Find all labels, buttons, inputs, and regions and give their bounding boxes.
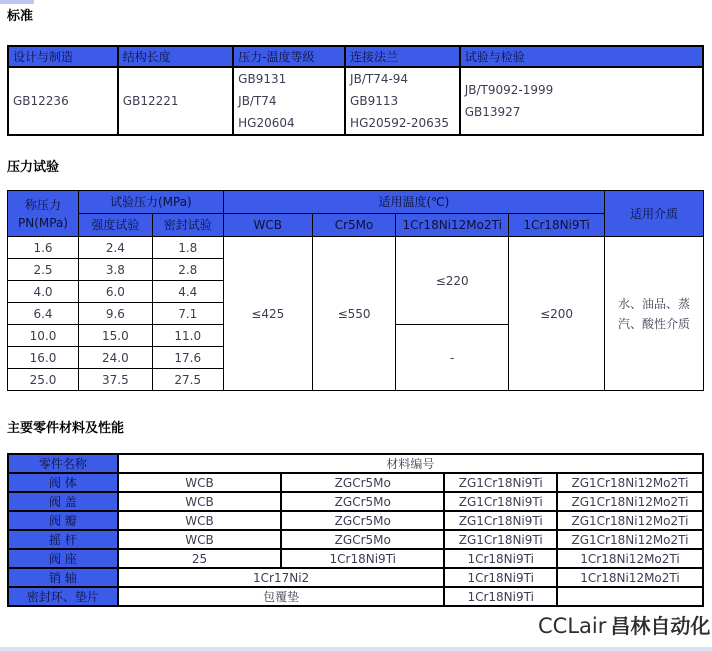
col-header-length: 结构长度	[118, 46, 233, 67]
data-cell: 25	[118, 549, 281, 568]
col-header-flange: 连接法兰	[345, 46, 460, 67]
data-cell: GB12221	[118, 67, 233, 135]
data-cell: ZG1Cr18Ni12Mo2Ti	[557, 511, 703, 530]
data-cell	[557, 587, 703, 606]
data-cell: 1Cr18Ni12Mo2Ti	[557, 568, 703, 587]
watermark-cn-text: 昌林自动化	[610, 614, 711, 638]
data-cell: ZGCr5Mo	[281, 473, 444, 492]
data-cell: 27.5	[152, 369, 223, 391]
applicable-medium-cell: 水、油品、蒸汽、酸性介质	[605, 237, 704, 391]
col-header-design: 设计与制造	[8, 46, 118, 67]
data-cell-merged: 1Cr17Ni2	[118, 568, 445, 587]
col-header-nominal-pressure: 称压力 PN(MPa)	[8, 191, 79, 237]
data-cell: 1Cr18Ni9Ti	[444, 587, 557, 606]
col-header-test-inspect: 试验与检验	[460, 46, 703, 67]
data-cell: 1.8	[152, 237, 223, 259]
watermark	[538, 610, 710, 639]
data-cell: ZG1Cr18Ni9Ti	[444, 530, 557, 549]
data-cell: 2.8	[152, 259, 223, 281]
col-header-1cr18ni9ti: 1Cr18Ni9Ti	[509, 214, 605, 237]
standards-table	[7, 45, 704, 136]
material-row-pin	[8, 568, 703, 587]
material-row-valve-body	[8, 473, 703, 492]
data-cell: ZGCr5Mo	[281, 511, 444, 530]
col-header-applicable-temp: 适用温度(℃)	[223, 191, 604, 214]
data-cell: 37.5	[78, 369, 152, 391]
data-cell: 2.4	[78, 237, 152, 259]
materials-header-row	[8, 454, 703, 473]
part-name-cell: 密封环、垫片	[8, 587, 118, 606]
data-cell: 1Cr18Ni9Ti	[444, 568, 557, 587]
col-header-pressure-temp: 压力-温度等级	[233, 46, 345, 67]
data-cell: 2.5	[8, 259, 79, 281]
col-header-test-pressure: 试验压力(MPa)	[78, 191, 223, 214]
data-cell: 10.0	[8, 325, 79, 347]
part-name-cell: 阀 瓣	[8, 511, 118, 530]
part-name-cell: 阀 体	[8, 473, 118, 492]
standards-header-row	[8, 46, 703, 67]
col-header-strength-test: 强度试验	[78, 214, 152, 237]
pressure-data-row	[8, 237, 704, 259]
pressure-test-table	[7, 190, 704, 391]
data-cell: 11.0	[152, 325, 223, 347]
data-cell: 6.4	[8, 303, 79, 325]
pressure-header-row-1	[8, 191, 704, 214]
data-cell: 25.0	[8, 369, 79, 391]
part-name-cell: 销 轴	[8, 568, 118, 587]
data-cell: GB9131 JB/T74 HG20604	[233, 67, 345, 135]
data-cell: 1Cr18Ni9Ti	[281, 549, 444, 568]
data-cell: ZGCr5Mo	[281, 492, 444, 511]
data-cell: JB/T9092-1999 GB13927	[460, 67, 703, 135]
data-cell: 1Cr18Ni12Mo2Ti	[557, 549, 703, 568]
data-cell: WCB	[118, 492, 281, 511]
temp-limit-mo2ti-upper-cell: ≤220	[396, 237, 509, 325]
material-row-bonnet	[8, 492, 703, 511]
data-cell: JB/T74-94 GB9113 HG20592-20635	[345, 67, 460, 135]
data-cell: ZG1Cr18Ni12Mo2Ti	[557, 530, 703, 549]
data-cell: WCB	[118, 473, 281, 492]
temp-limit-cr5mo-cell: ≤550	[312, 237, 396, 391]
temp-limit-mo2ti-lower-cell: -	[396, 325, 509, 391]
data-cell: 7.1	[152, 303, 223, 325]
data-cell: 17.6	[152, 347, 223, 369]
col-header-material-no: 材料编号	[118, 454, 703, 473]
data-cell-merged: 包覆垫	[118, 587, 445, 606]
watermark-latin-text: CCLair	[538, 614, 607, 638]
data-cell: 1Cr18Ni9Ti	[444, 549, 557, 568]
data-cell: 1.6	[8, 237, 79, 259]
temp-limit-ni9ti-cell: ≤200	[509, 237, 605, 391]
data-cell: ZG1Cr18Ni9Ti	[444, 492, 557, 511]
col-header-cr5mo: Cr5Mo	[312, 214, 396, 237]
material-row-disc	[8, 511, 703, 530]
data-cell: ZG1Cr18Ni12Mo2Ti	[557, 492, 703, 511]
data-cell: ZGCr5Mo	[281, 530, 444, 549]
data-cell: WCB	[118, 511, 281, 530]
material-row-seal-gasket	[8, 587, 703, 606]
data-cell: 24.0	[78, 347, 152, 369]
material-row-rocker	[8, 530, 703, 549]
data-cell: 4.4	[152, 281, 223, 303]
col-header-part-name: 零件名称	[8, 454, 118, 473]
standards-data-row	[8, 67, 703, 135]
materials-table	[7, 453, 704, 607]
pressure-header-row-2	[8, 214, 704, 237]
part-name-cell: 阀 座	[8, 549, 118, 568]
data-cell: 15.0	[78, 325, 152, 347]
col-header-wcb: WCB	[223, 214, 312, 237]
col-header-1cr18ni12mo2ti: 1Cr18Ni12Mo2Ti	[396, 214, 509, 237]
top-edge-artifact	[0, 0, 34, 4]
data-cell: ZG1Cr18Ni12Mo2Ti	[557, 473, 703, 492]
data-cell: 3.8	[78, 259, 152, 281]
section-title-materials: 主要零件材料及性能	[7, 421, 125, 436]
data-cell: 4.0	[8, 281, 79, 303]
part-name-cell: 阀 盖	[8, 492, 118, 511]
material-row-seat	[8, 549, 703, 568]
data-cell: 9.6	[78, 303, 152, 325]
section-title-standards: 标准	[7, 9, 34, 24]
data-cell: 16.0	[8, 347, 79, 369]
col-header-seal-test: 密封试验	[152, 214, 223, 237]
part-name-cell: 摇 杆	[8, 530, 118, 549]
data-cell: ZG1Cr18Ni9Ti	[444, 473, 557, 492]
data-cell: 6.0	[78, 281, 152, 303]
data-cell: WCB	[118, 530, 281, 549]
temp-limit-wcb-cell: ≤425	[223, 237, 312, 391]
bottom-edge-artifact	[0, 647, 712, 651]
section-title-pressure-test: 压力试验	[7, 160, 60, 175]
data-cell: GB12236	[8, 67, 118, 135]
col-header-applicable-medium: 适用介质	[605, 191, 704, 237]
data-cell: ZG1Cr18Ni9Ti	[444, 511, 557, 530]
